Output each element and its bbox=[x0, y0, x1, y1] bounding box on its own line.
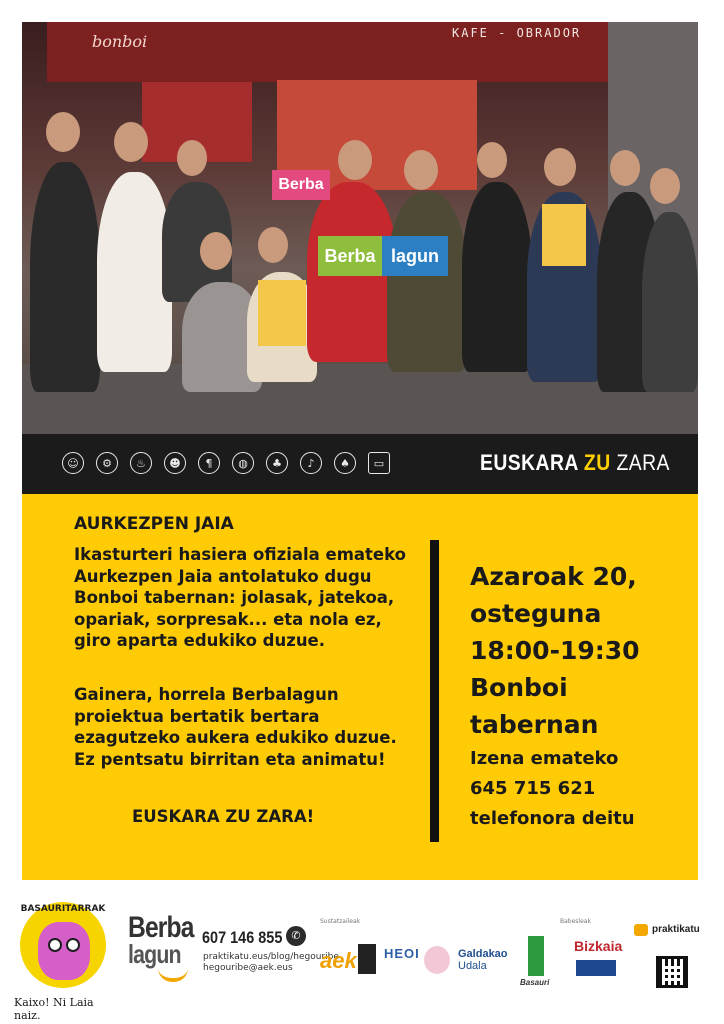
person-head bbox=[258, 227, 288, 263]
qr-code[interactable] bbox=[656, 956, 688, 988]
description-paragraph-2: Gainera, horrela Berbalagun proiektua bertatik bertara ezagutzeko aukera edukiko duzue. Ez pentsatu birritan eta animatu! bbox=[74, 685, 397, 769]
mascot-figure bbox=[38, 922, 90, 980]
register-line-2: telefonora deitu bbox=[470, 808, 635, 829]
person bbox=[97, 172, 172, 372]
contact-phone[interactable]: 607 146 855 bbox=[202, 928, 283, 947]
cutlery-icon: ¶ bbox=[198, 452, 220, 474]
gov-logo-icon bbox=[576, 960, 616, 976]
logo-berba: Berba bbox=[128, 911, 194, 944]
aek-logo: aek bbox=[320, 948, 357, 973]
contact-info bbox=[203, 952, 339, 974]
mascot-eye-icon bbox=[66, 938, 80, 952]
cube-logo-icon bbox=[358, 944, 376, 974]
footer bbox=[0, 900, 724, 1024]
register-phone[interactable]: 645 715 621 bbox=[470, 778, 596, 799]
slogan bbox=[480, 450, 670, 476]
mascot-logo bbox=[8, 900, 118, 1020]
praktikatu-logo: praktikatu bbox=[652, 924, 700, 935]
slogan-zara: ZARA bbox=[616, 450, 670, 475]
contact-email[interactable]: hegouribe@aek.eus bbox=[203, 963, 293, 973]
heoi-logo: HEOI bbox=[384, 946, 420, 961]
poster-card bbox=[542, 204, 586, 266]
event-place-1: Bonboi bbox=[470, 673, 568, 702]
galdakao-name: Galdakao bbox=[458, 948, 508, 960]
event-time: 18:00-19:30 bbox=[470, 636, 640, 665]
partners-label: Babesleak bbox=[560, 918, 591, 925]
whatsapp-icon[interactable]: ✆ bbox=[286, 926, 306, 946]
praktikatu-bubble-icon bbox=[634, 924, 648, 936]
galdakao-logo bbox=[458, 948, 508, 972]
group-icon: ☺ bbox=[62, 452, 84, 474]
chef-icon: ♨ bbox=[130, 452, 152, 474]
event-place-2: tabernan bbox=[470, 710, 599, 739]
basauri-logo: Basauri bbox=[520, 978, 550, 987]
vertical-divider bbox=[430, 540, 439, 842]
event-title: AURKEZPEN JAIA bbox=[74, 514, 234, 534]
pot-icon: ◍ bbox=[232, 452, 254, 474]
placard-berba-pink: Berba bbox=[272, 170, 330, 200]
mascot-arc-text: BASAURITARRAK bbox=[20, 904, 106, 914]
person-head bbox=[404, 150, 438, 190]
family-icon: ♣ bbox=[266, 452, 288, 474]
event-details bbox=[470, 558, 695, 833]
icon-band bbox=[22, 434, 698, 494]
activity-icons bbox=[62, 452, 390, 474]
screen-icon: ▭ bbox=[368, 452, 390, 474]
galdakao-sub: Udala bbox=[458, 960, 487, 972]
description-paragraph-1: Ikasturteri hasiera ofiziala emateko Aurkezpen Jaia antolatuko dugu Bonboi tabernan: jolasak, jatekoa, opariak, sorpresak... eta nola ez, giro aparta edukiko duzue. bbox=[74, 545, 406, 650]
cupcake-icon: ♠ bbox=[334, 452, 356, 474]
basauri-logo-icon bbox=[528, 936, 544, 976]
person-head bbox=[177, 140, 207, 176]
bike-icon: ⚙ bbox=[96, 452, 118, 474]
person bbox=[642, 212, 698, 392]
smile-icon bbox=[158, 968, 188, 982]
bizkaia-logo: Bizkaia bbox=[574, 938, 623, 954]
slogan-euskara: EUSKARA bbox=[480, 450, 579, 475]
poster-card bbox=[258, 280, 306, 346]
contact-url[interactable]: praktikatu.eus/blog/hegouribe bbox=[203, 952, 339, 962]
person-head bbox=[114, 122, 148, 162]
shop-sign: KAFE - OBRADOR bbox=[452, 26, 582, 40]
person bbox=[462, 182, 532, 372]
person bbox=[387, 192, 467, 372]
person-head bbox=[610, 150, 640, 186]
mascot-eye-icon bbox=[48, 938, 62, 952]
event-day: osteguna bbox=[470, 599, 602, 628]
person-head bbox=[338, 140, 372, 180]
shop-name: bonboi bbox=[92, 32, 148, 51]
event-date: Azaroak 20, bbox=[470, 562, 637, 591]
register-line-1: Izena emateko bbox=[470, 748, 619, 769]
info-panel bbox=[22, 494, 698, 880]
mascot-caption: Kaixo! Ni Laia naiz. bbox=[14, 996, 94, 1022]
berbalagun-logo bbox=[128, 911, 208, 969]
person-head bbox=[544, 148, 576, 186]
slogan-zu: ZU bbox=[583, 450, 611, 475]
person-head bbox=[200, 232, 232, 270]
logo-lagun: lagun bbox=[128, 939, 181, 969]
closing-slogan: EUSKARA ZU ZARA! bbox=[132, 807, 315, 826]
person-head bbox=[46, 112, 80, 152]
sponsors-label: Sustatzaileak bbox=[320, 918, 361, 925]
dance-icon: ♪ bbox=[300, 452, 322, 474]
group-photo bbox=[22, 22, 698, 434]
person-head bbox=[477, 142, 507, 178]
person-head bbox=[650, 168, 680, 204]
person-icon: ☻ bbox=[164, 452, 186, 474]
placard-berba: Berba bbox=[318, 236, 382, 276]
person bbox=[30, 162, 100, 392]
placard-lagun: lagun bbox=[382, 236, 448, 276]
club-logo-icon bbox=[424, 946, 450, 974]
